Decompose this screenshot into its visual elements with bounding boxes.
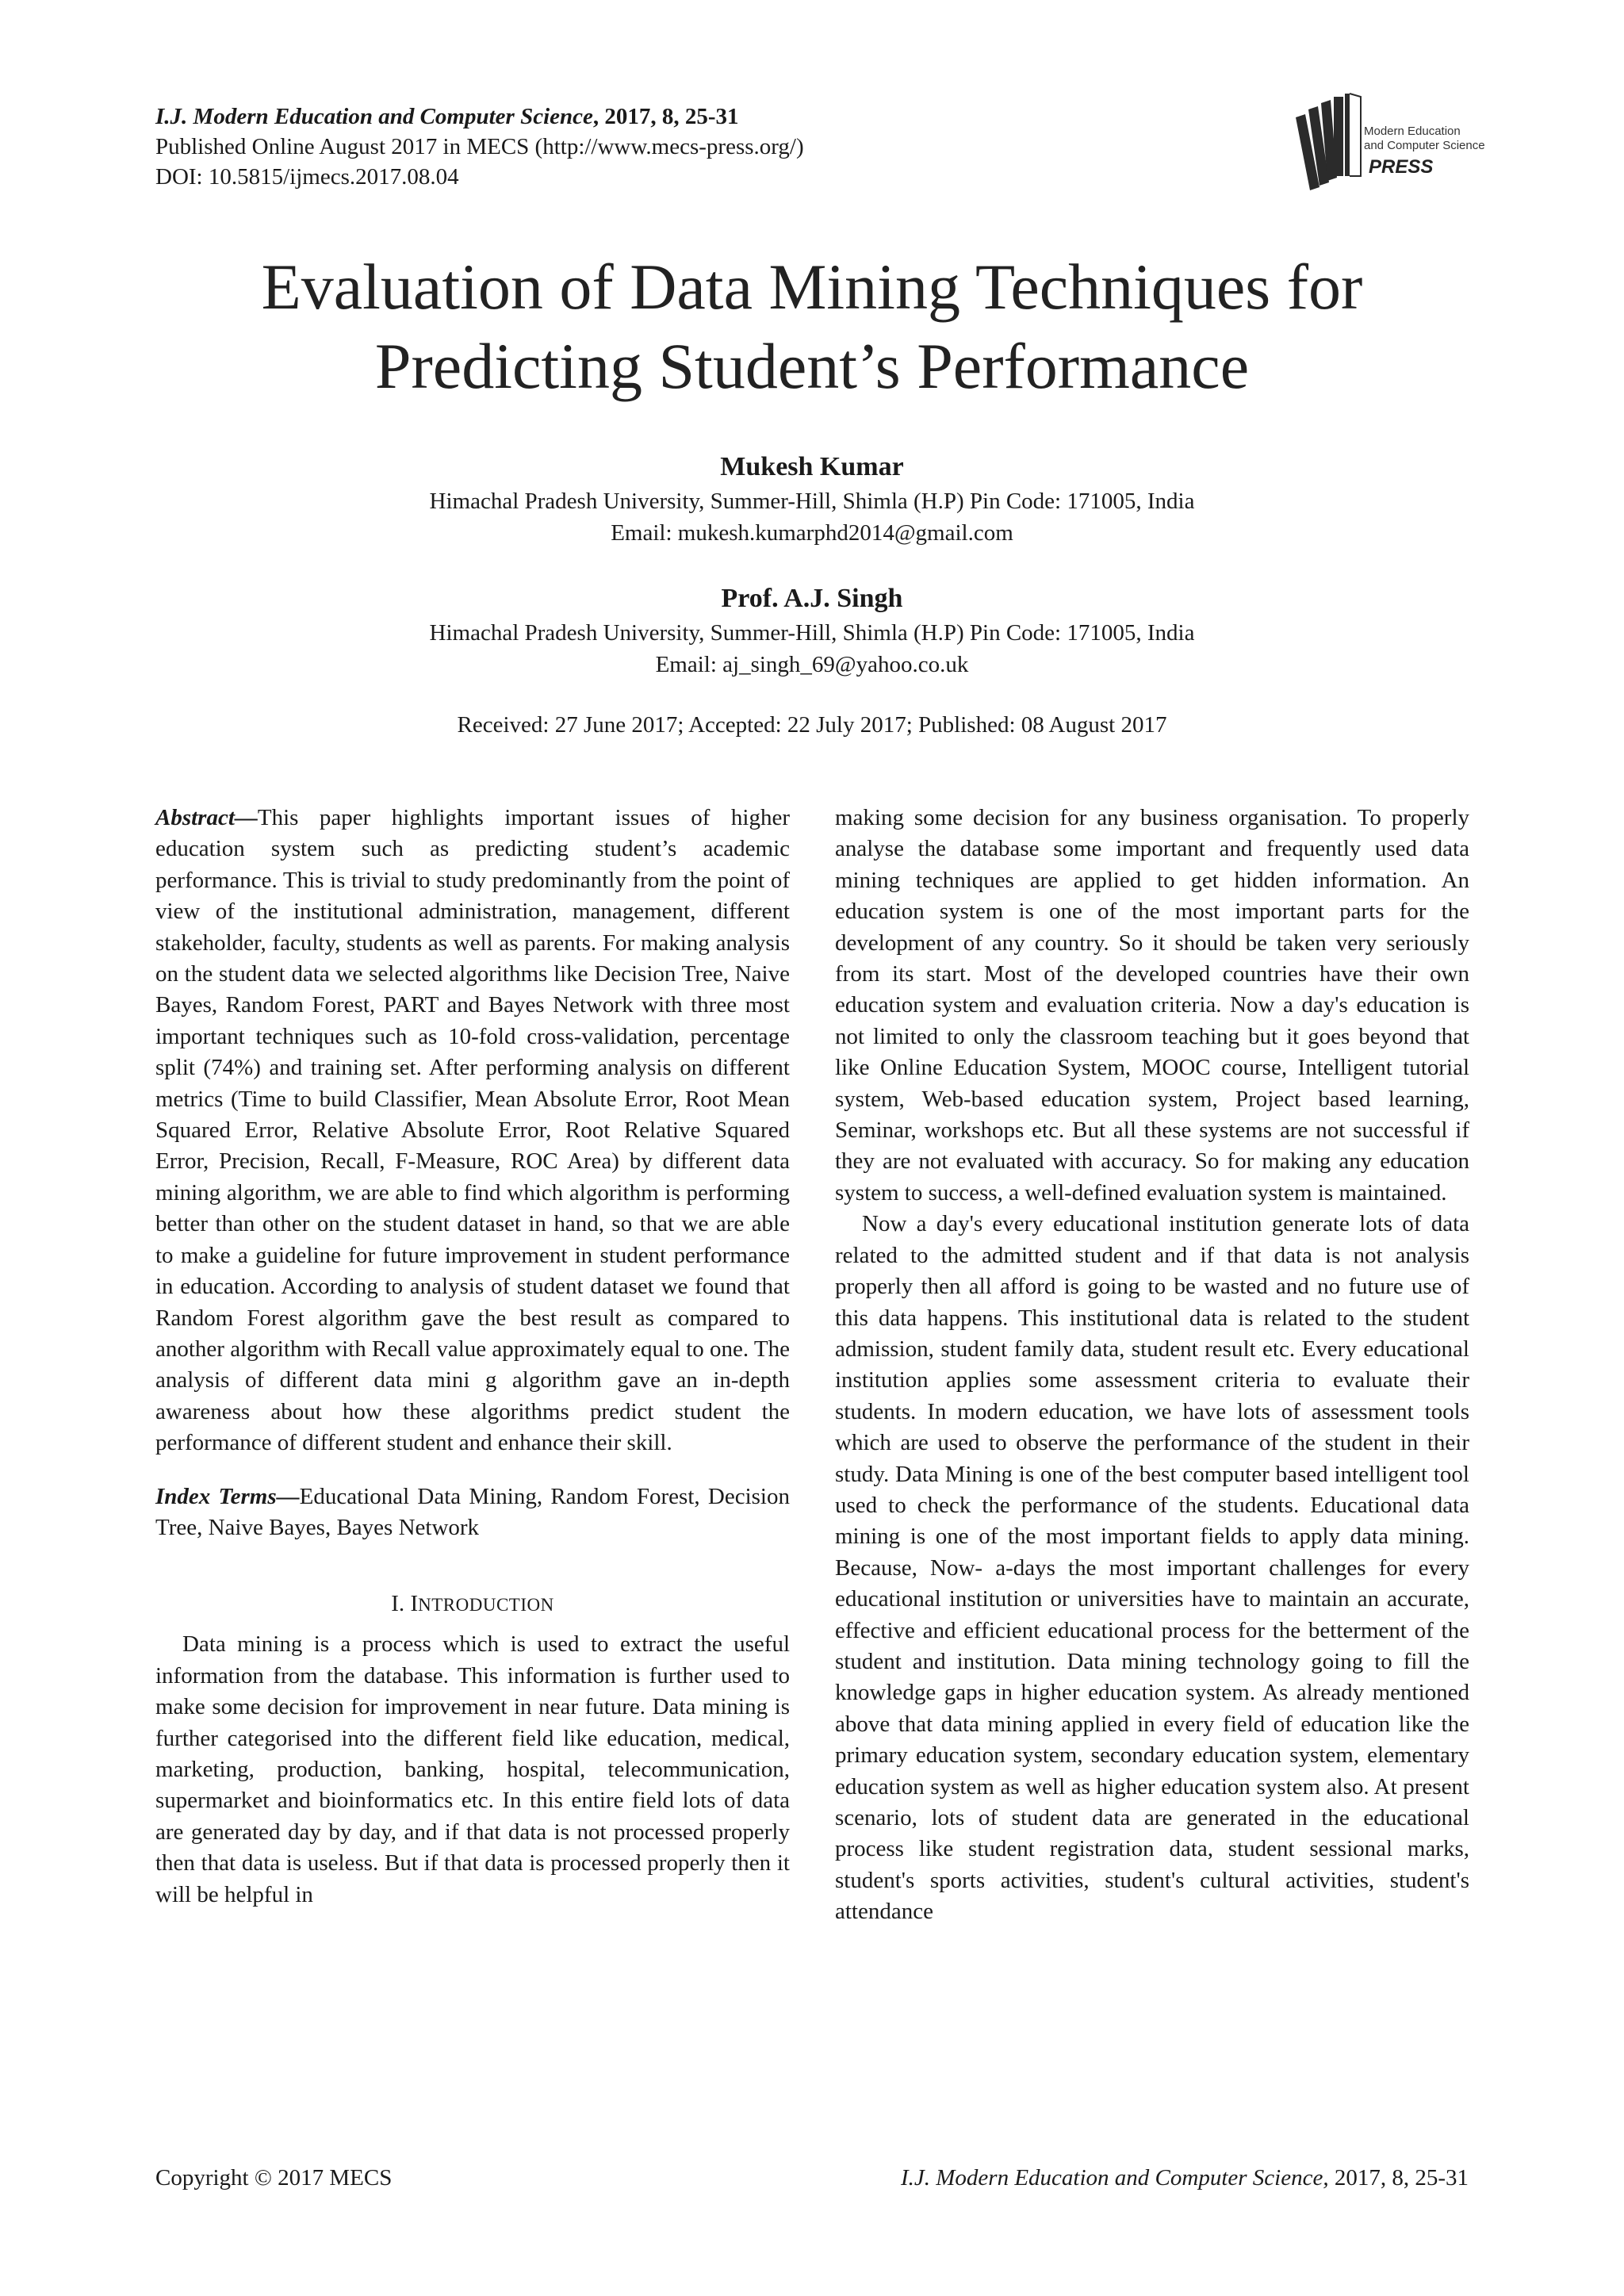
section-title-rest: NTRODUCTION: [418, 1595, 554, 1616]
abstract-label: Abstract—: [155, 805, 258, 830]
title-line-1: Evaluation of Data Mining Techniques for: [261, 251, 1363, 323]
body-paragraph-2: Now a day's every educational institution generate lots of data related to the admitted student and if that data is not analysis properly then all afford is going to be wasted and no future use of this data happens. This institutional data is related to the student admission, student family data, student result etc. Every educational institution applies some assessment criteria to evaluate their students. In modern education, we have lots of assessment tools which are used to observe the performance of the student in their study. Data Mining is one of the best computer based intelligent tool used to check the performance of the students. Educational data mining is one of the most important fields to apply data mining. Because, Now- a-days the most important challenges for every educational institution or universities have to maintain an accurate, effective and efficient educational process for the betterment of the student and institution. Data mining technology going to fill the knowledge gaps in higher education system. As already mentioned above that data mining applied in every field of education like the primary education system, secondary education system, elementary education system as well as higher education system also. At present scenario, lots of student data are generated in the educational process like student registration data, student sessional marks, student's sports activities, student's cultural activities, student's attendance: [835, 1211, 1469, 1925]
logo-line-3: PRESS: [1369, 156, 1434, 178]
logo-line-1: Modern Education: [1364, 125, 1461, 138]
published-line: Published Online August 2017 in MECS (http://www.mecs-press.org/): [155, 134, 804, 159]
publication-dates: Received: 27 June 2017; Accepted: 22 July 2017; Published: 08 August 2017: [457, 712, 1167, 738]
footer-journal: [901, 2162, 1469, 2194]
paper-title: [159, 247, 1465, 406]
author-affiliation: Himachal Pradesh University, Summer-Hill, Shimla (H.P) Pin Code: 171005, India: [429, 489, 1195, 514]
body-paragraph-1: making some decision for any business organisation. To properly analyse the database some important and frequently used data mining techniques are applied to get hidden information. An education system is one of the most important parts for the development of any country. So it should be taken very seriously from its start. Most of the developed countries have their own education system and evaluation criteria. Now a day's education is not limited to only the classroom teaching but it goes beyond that like Online Education System, MOOC course, Intelligent tutorial system, Web-based education system, Project based learning, Seminar, workshops etc. But all these systems are not successful if they are not evaluated with accuracy. So for making any education system to success, a well-defined evaluation system is maintained.: [835, 805, 1469, 1205]
author-email: Email: mukesh.kumarphd2014@gmail.com: [611, 520, 1013, 546]
index-terms-text: Educational Data Mining, Random Forest, Decision Tree, Naive Bayes, Bayes Network: [155, 1483, 790, 1540]
journal-issue: , 2017, 8, 25-31: [592, 104, 739, 129]
index-terms-label: Index Terms—: [155, 1483, 300, 1509]
author-name: Prof. A.J. Singh: [721, 584, 903, 613]
section-number: I.: [391, 1591, 405, 1617]
footer-journal-name: I.J. Modern Education and Computer Science,: [900, 2165, 1329, 2191]
journal-name: I.J. Modern Education and Computer Science: [155, 104, 593, 129]
author-email: Email: aj_singh_69@yahoo.co.uk: [655, 652, 969, 677]
author-2: [238, 581, 1386, 680]
abstract: [155, 803, 790, 1459]
author-name: Mukesh Kumar: [720, 452, 904, 481]
journal-citation: [155, 102, 1186, 132]
right-column: [835, 803, 1469, 2135]
publisher-logo: [1281, 86, 1485, 197]
author-affiliation: Himachal Pradesh University, Summer-Hill, Shimla (H.P) Pin Code: 171005, India: [429, 620, 1195, 646]
logo-line-2: and Computer Science: [1364, 139, 1485, 152]
footer-journal-issue: 2017, 8, 25-31: [1328, 2165, 1469, 2191]
section-title-first: I: [410, 1591, 419, 1617]
title-line-2: Predicting Student’s Performance: [374, 330, 1250, 402]
journal-header: [155, 102, 1186, 192]
index-terms: [155, 1481, 790, 1544]
abstract-text: This paper highlights important issues of higher education system such as predicting student’s academic performance. This is trivial to study predominantly from the point of view of the institutional administration, management, different stakeholder, faculty, students as well as parents. For making analysis on the student data we selected algorithms like Decision Tree, Naive Bayes, Random Forest, PART and Bayes Network with three most important techniques such as 10-fold cross-validation, percentage split (74%) and training set. After performing analysis on different metrics (Time to build Classifier, Mean Absolute Error, Root Mean Squared Error, Relative Absolute Error, Root Relative Squared Error, Precision, Recall, F-Measure, ROC Area) by different data mining algorithm, we are able to find which algorithm is performing better than other on the student dataset in hand, so that we are able to make a guideline for future improvement in student performance in education. According to analysis of student dataset we found that Random Forest algorithm gave the best result as compared to another algorithm with Recall value approximately equal to one. The analysis of different data mini g algorithm gave an in-depth awareness about how these algorithms predict student the performance of different student and enhance their skill.: [155, 805, 790, 1456]
books-logo-icon: [1281, 86, 1485, 197]
doi-line: DOI: 10.5815/ijmecs.2017.08.04: [155, 164, 459, 190]
intro-paragraph: Data mining is a process which is used to extract the useful information from the database. This information is further used to make some decision for improvement in near future. Data mining is further categorised into the different field like education, medical, marketing, production, banking, hospital, telecommunication, supermarket and bioinformatics etc. In this entire field lots of data are generated day by day, and if that data is not processed properly then that data is useless. But if that data is processed properly then it will be helpful in: [155, 1631, 790, 1907]
footer-copyright: Copyright © 2017 MECS: [155, 2165, 393, 2191]
left-column: [155, 803, 790, 2135]
author-1: [238, 449, 1386, 549]
section-heading: [155, 1588, 790, 1621]
